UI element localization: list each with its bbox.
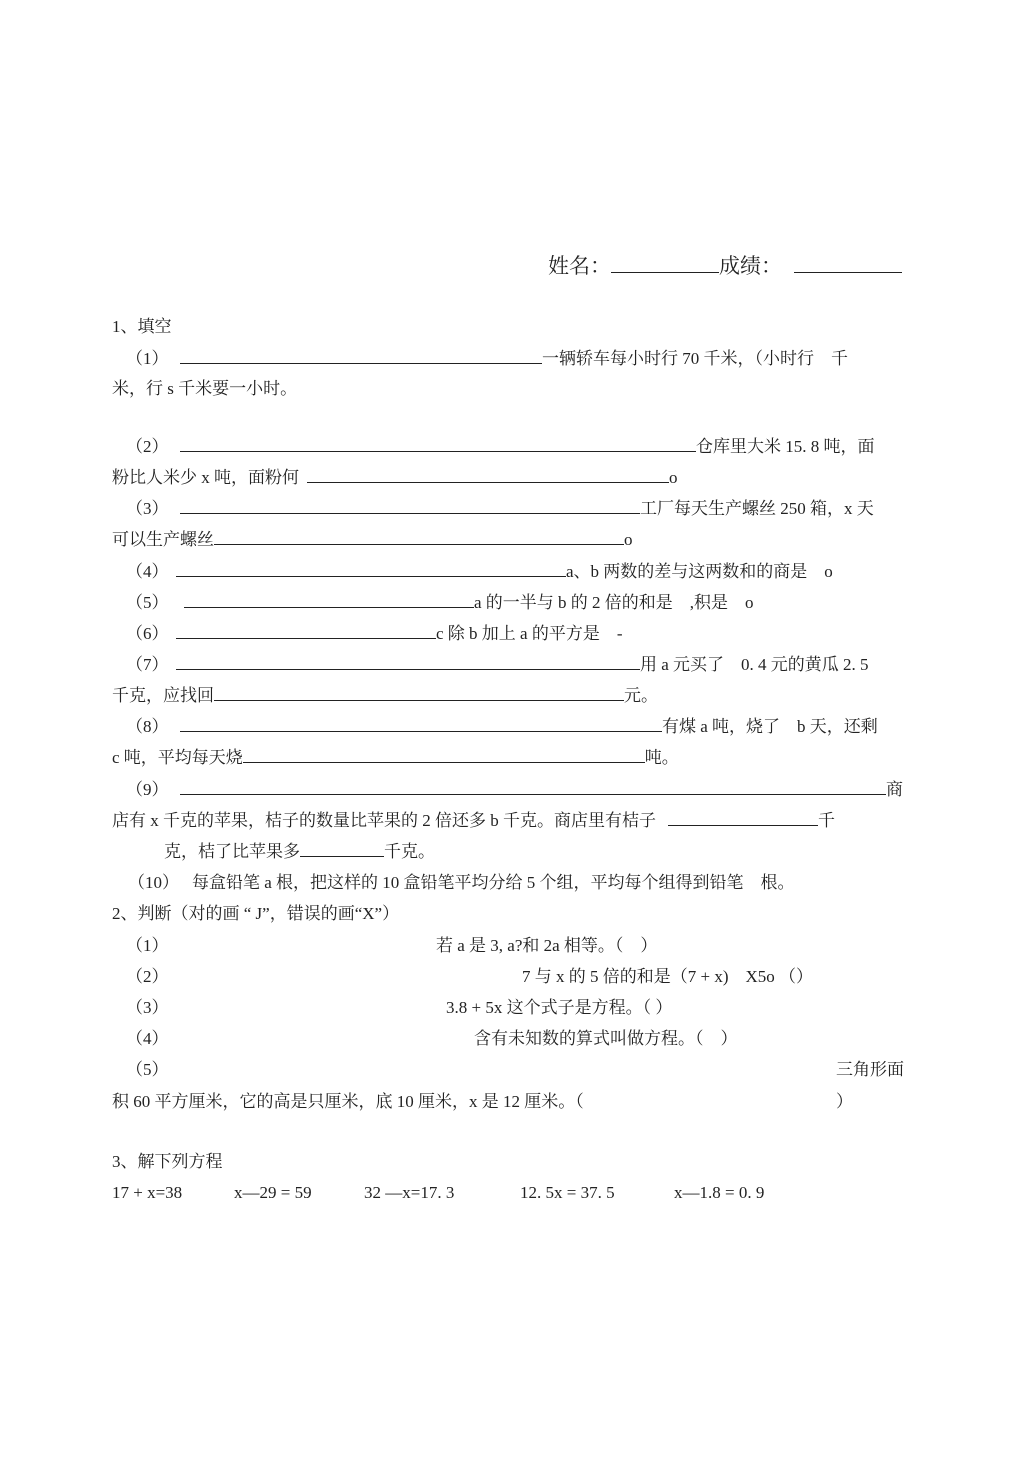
equation: x—29 = 59 (234, 1183, 312, 1202)
item-2-5-number: （5） (126, 1060, 169, 1079)
name-label: 姓名： (548, 254, 611, 278)
section-3-title: 3、解下列方程 (112, 1152, 223, 1171)
equation: x—1.8 = 0. 9 (674, 1183, 765, 1202)
item-text: 千 (818, 811, 835, 830)
item-text: 用 a 元买了 0. 4 元的黄瓜 2. 5 (640, 655, 869, 674)
item-text: 商 (886, 780, 903, 799)
item-2-3-number: （3） (126, 998, 169, 1017)
item-1-7-line-b (112, 685, 658, 707)
item-text: 可以生产螺丝 (112, 530, 214, 549)
item-1-2-number: （2） (126, 437, 169, 456)
answer-blank[interactable] (180, 779, 886, 795)
section-2-title: 2、判断（对的画 “ J”，错误的画“X”） (112, 904, 400, 923)
equation: 17 + x=38 (112, 1183, 183, 1202)
item-1-2-line-a (180, 436, 875, 458)
answer-blank[interactable] (180, 348, 542, 364)
answer-blank[interactable] (300, 841, 384, 857)
item-1-3-line-b (112, 529, 633, 551)
item-2-5-text-a: 三角形面 (836, 1060, 904, 1079)
answer-blank[interactable] (180, 716, 662, 732)
item-1-1-line-b: 米，行 s 千米要一小时。 (112, 379, 298, 398)
item-1-5-number: （5） (126, 593, 169, 612)
item-1-10-line: 每盒铅笔 a 根，把这样的 10 盒铅笔平均分给 5 个组，平均每个组得到铅笔 根。 (192, 873, 795, 892)
answer-blank[interactable] (214, 685, 624, 701)
item-text: 元。 (624, 686, 658, 705)
item-1-10-number: （10） (128, 873, 179, 892)
answer-blank[interactable] (307, 467, 669, 483)
answer-blank[interactable] (668, 810, 818, 826)
item-1-9-number: （9） (126, 780, 169, 799)
equation: 12. 5x = 37. 5 (520, 1183, 615, 1202)
item-1-5-line (184, 592, 754, 614)
item-1-4-number: （4） (126, 562, 169, 581)
name-blank[interactable] (611, 254, 719, 273)
item-1-1-line-a (180, 348, 848, 370)
item-2-5-text-b: 积 60 平方厘米，它的高是只厘米，底 10 厘米，x 是 12 厘米。（ (112, 1092, 584, 1111)
answer-blank[interactable] (176, 654, 640, 670)
answer-blank[interactable] (214, 529, 624, 545)
item-1-6-line (176, 623, 623, 645)
item-1-9-line-c (164, 841, 435, 863)
item-2-3-text: 3.8 + 5x 这个式子是方程。（ ） (446, 998, 673, 1017)
item-text: 店有 x 千克的苹果，桔子的数量比苹果的 2 倍还多 b 千克。商店里有桔子 (112, 811, 656, 830)
item-text: 千克。 (384, 842, 435, 861)
item-2-2-number: （2） (126, 967, 169, 986)
item-2-4-text: 含有未知数的算式叫做方程。（ ） (474, 1029, 738, 1048)
answer-blank[interactable] (176, 623, 436, 639)
item-1-3-number: （3） (126, 499, 169, 518)
item-text: 仓库里大米 15. 8 吨，面 (696, 437, 875, 456)
item-text: a、b 两数的差与这两数和的商是 o (566, 562, 833, 581)
item-2-1-text: 若 a 是 3, a?和 2a 相等。（ ） (436, 936, 658, 955)
item-2-2-text: 7 与 x 的 5 倍的和是（7 + x) X5o （） (522, 967, 814, 986)
item-1-2-line-b (112, 467, 678, 489)
item-1-7-number: （7） (126, 655, 169, 674)
item-text: 有煤 a 吨，烧了 b 天，还剩 (662, 717, 878, 736)
answer-blank[interactable] (243, 747, 645, 763)
section-1-title: 1、填空 (112, 317, 172, 336)
item-text: c 吨，平均每天烧 (112, 748, 243, 767)
score-label: 成绩： (719, 254, 782, 278)
item-text: o (669, 468, 678, 487)
equation: 32 —x=17. 3 (364, 1183, 455, 1202)
answer-blank[interactable] (180, 436, 696, 452)
score-blank[interactable] (794, 254, 902, 273)
item-text: a 的一半与 b 的 2 倍的和是 ,积是 o (474, 593, 754, 612)
item-text: 吨。 (644, 748, 679, 767)
item-text: 粉比人米少 x 吨，面粉何 (112, 468, 299, 487)
item-2-1-number: （1） (126, 936, 169, 955)
answer-blank[interactable] (180, 498, 640, 514)
item-1-7-line-a (176, 654, 869, 676)
item-text: 工厂每天生产螺丝 250 箱，x 天 (640, 499, 874, 518)
answer-blank[interactable] (184, 592, 474, 608)
item-text: 克，桔了比苹果多 (164, 842, 300, 861)
item-text: c 除 b 加上 a 的平方是 - (436, 624, 623, 643)
item-1-8-line-b (112, 747, 679, 769)
item-1-8-line-a (180, 716, 878, 738)
item-2-5-close-paren: ） (836, 1092, 853, 1111)
answer-blank[interactable] (176, 561, 566, 577)
item-1-3-line-a (180, 498, 874, 520)
item-text: 千克，应找回 (112, 686, 214, 705)
student-info-header (548, 254, 902, 277)
item-text: o (624, 530, 633, 549)
item-1-8-number: （8） (126, 717, 169, 736)
item-1-9-line-a (180, 779, 903, 801)
item-text: 一辆轿车每小时行 70 千米，（小时行 千 (542, 349, 848, 368)
item-1-4-line (176, 561, 833, 583)
item-1-6-number: （6） (126, 624, 169, 643)
item-1-1-number: （1） (126, 349, 169, 368)
item-1-9-line-b (112, 810, 835, 832)
item-2-4-number: （4） (126, 1029, 169, 1048)
